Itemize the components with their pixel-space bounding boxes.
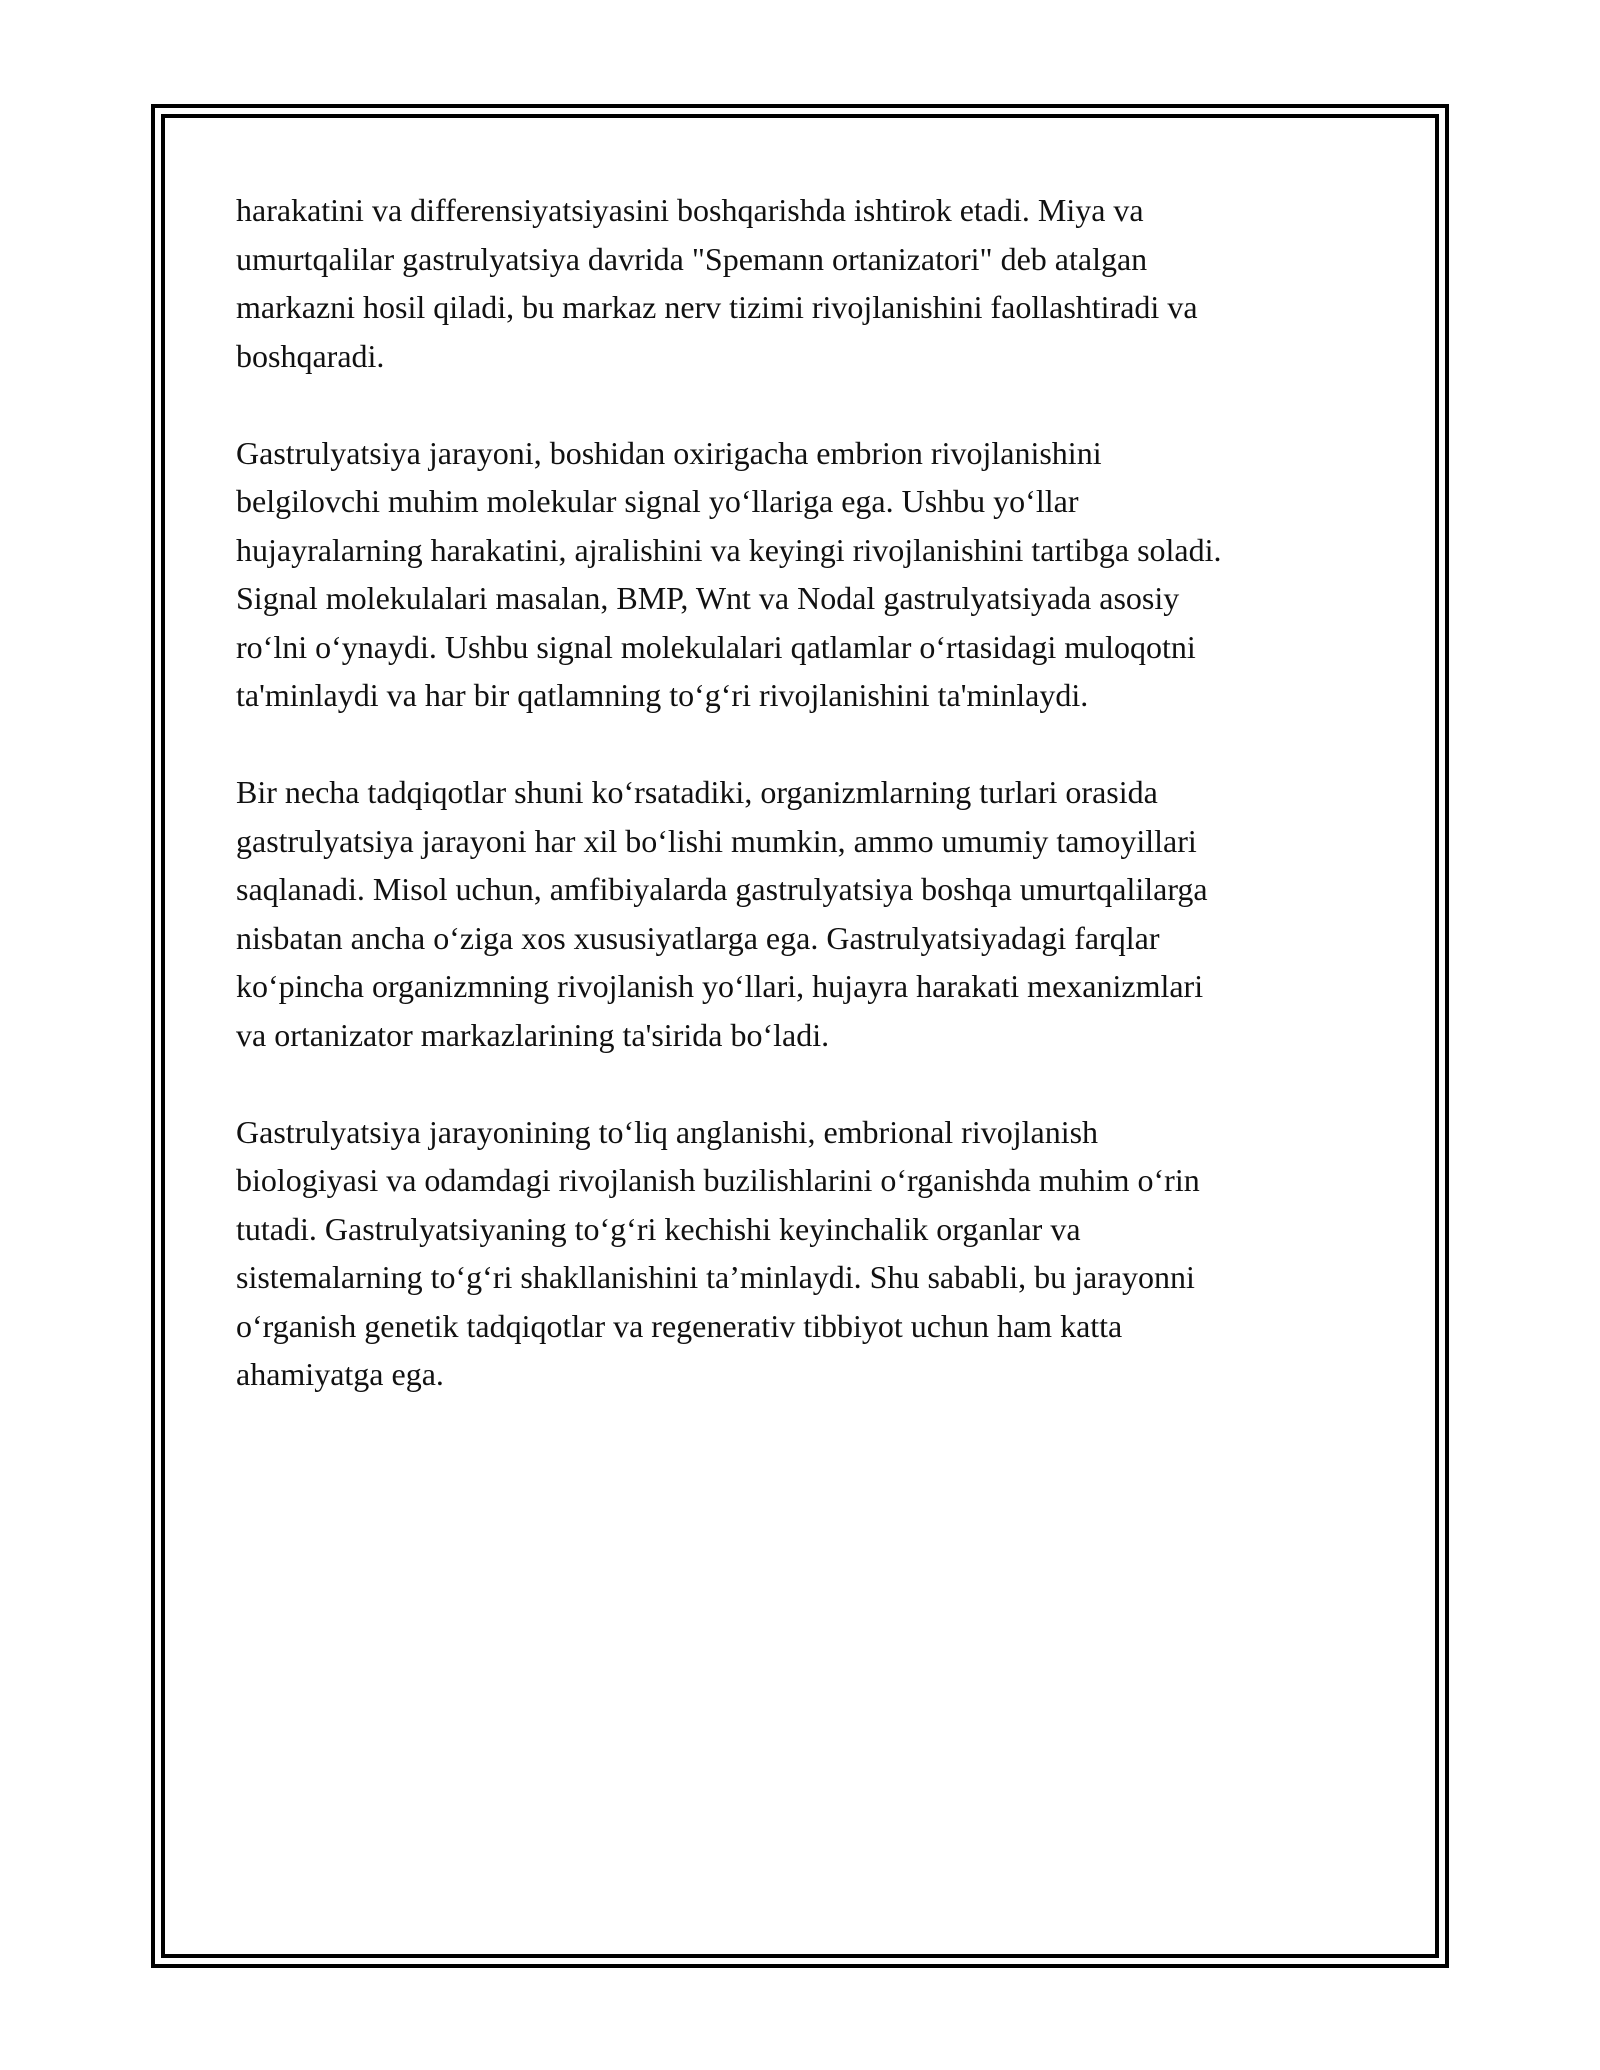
text-line: tutadi. Gastrulyatsiyaning to‘g‘ri kechishi keyinchalik organlar va [236,1210,1081,1247]
text-line: ta'minlaydi va har bir qatlamning to‘g‘ri rivojlanishini ta'minlaydi. [236,677,1089,713]
text-line: o‘rganish genetik tadqiqotlar va regenerativ tibbiyot uchun ham katta [236,1307,1123,1344]
paragraph-3 [236,768,1386,1059]
text-line: umurtqalilar gastrulyatsiya davrida "Spemann ortanizatori" deb atalgan [236,240,1148,277]
text-line: Gastrulyatsiya jarayoni, boshidan oxirigacha embrion rivojlanishini [236,434,1102,471]
paragraph-2 [236,429,1386,720]
paragraph-4 [236,1108,1386,1399]
document-body [236,186,1386,1447]
text-line: markazni hosil qiladi, bu markaz nerv tizimi rivojlanishini faollashtiradi va [236,289,1198,325]
text-line: saqlanadi. Misol uchun, amfibiyalarda gastrulyatsiya boshqa umurtqalilarga [236,871,1208,907]
text-line: sistemalarning to‘g‘ri shakllanishini ta’minlaydi. Shu sababli, bu jarayonni [236,1259,1195,1295]
text-line: Signal molekulalari masalan, BMP, Wnt va Nodal gastrulyatsiyada asosiy [236,580,1180,616]
text-line: ahamiyatga ega. [236,1356,444,1392]
paragraph-1 [236,186,1386,380]
text-line: boshqaradi. [236,337,385,374]
text-line: harakatini va differensiyatsiyasini boshqarishda ishtirok etadi. Miya va [236,192,1144,228]
text-line: ro‘lni o‘ynaydi. Ushbu signal molekulalari qatlamlar o‘rtasidagi muloqotni [236,628,1196,665]
text-line: ko‘pincha organizmning rivojlanish yo‘llari, hujayra harakati mexanizmlari [236,968,1204,1004]
text-line: belgilovchi muhim molekular signal yo‘llariga ega. Ushbu yo‘llar [236,483,1079,519]
text-line: gastrulyatsiya jarayoni har xil bo‘lishi mumkin, ammo umumiy tamoyillari [236,822,1197,859]
text-line: nisbatan ancha o‘ziga xos xususiyatlarga ega. Gastrulyatsiyadagi farqlar [236,919,1160,956]
text-line: Gastrulyatsiya jarayonining to‘liq anglanishi, embrional rivojlanish [236,1113,1099,1150]
text-line: va ortanizator markazlarining ta'sirida bo‘ladi. [236,1016,830,1053]
text-line: biologiyasi va odamdagi rivojlanish buzilishlarini o‘rganishda muhim o‘rin [236,1162,1200,1198]
text-line: Bir necha tadqiqotlar shuni ko‘rsatadiki, organizmlarning turlari orasida [236,774,1158,810]
text-line: hujayralarning harakatini, ajralishini va keyingi rivojlanishini tartibga soladi. [236,531,1222,568]
